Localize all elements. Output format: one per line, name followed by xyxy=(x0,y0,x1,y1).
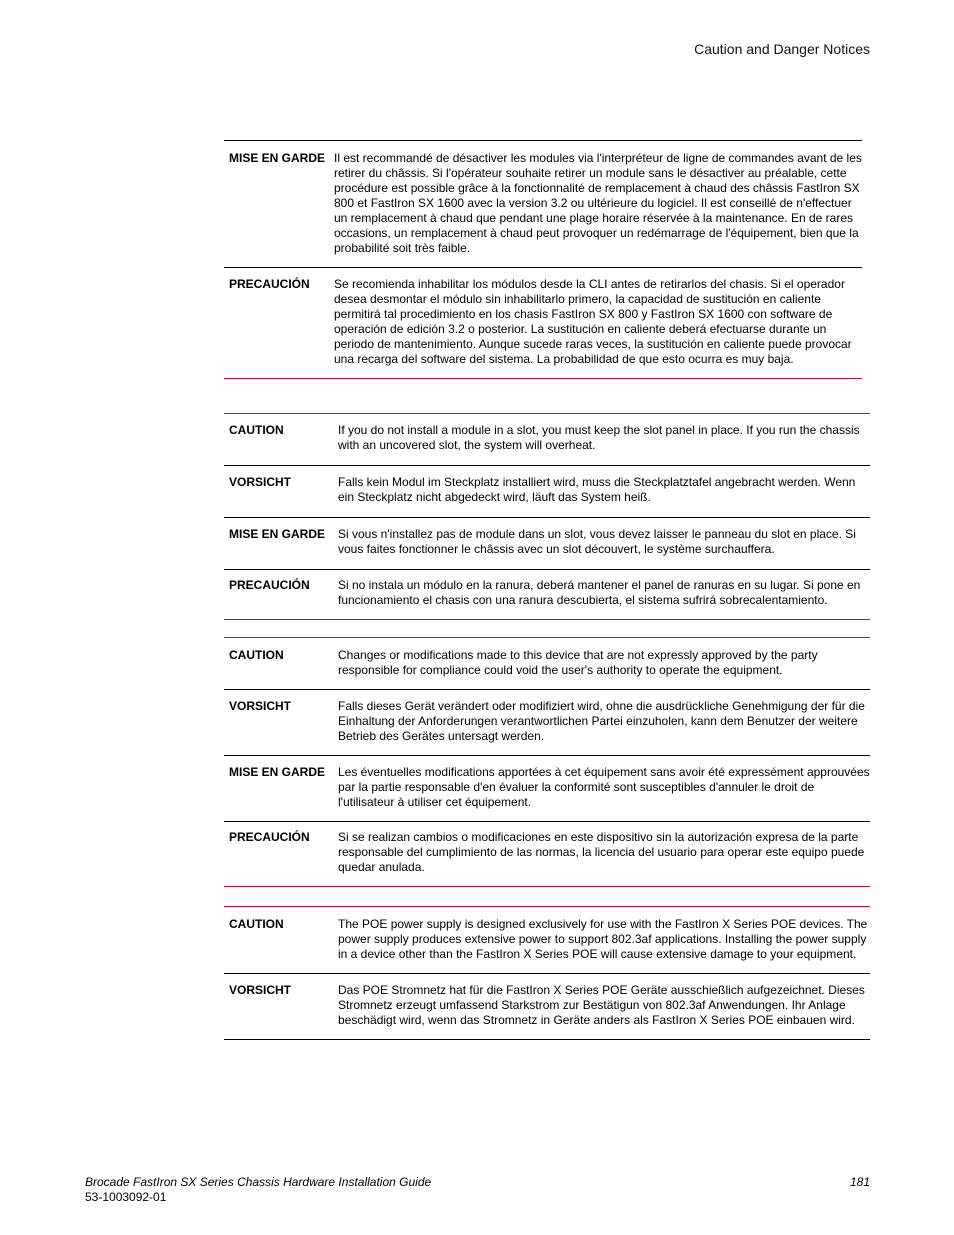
footer-doc-number: 53-1003092-01 xyxy=(85,1190,167,1204)
notice-label: CAUTION xyxy=(229,917,284,931)
page-footer xyxy=(85,1175,870,1205)
notice-row-vorsicht xyxy=(224,690,870,755)
notice-label: MISE EN GARDE xyxy=(229,151,326,165)
notice-text: Si vous n'installez pas de module dans un slot, vous devez laisser le panneau du slot en place. Si vous faites fonctionner le châssis avec un slot découvert, le système surchauffera. xyxy=(338,527,856,556)
footer-guide-title: Brocade FastIron SX Series Chassis Hardware Installation Guide xyxy=(85,1175,432,1189)
notice-label: PRECAUCIÓN xyxy=(229,830,310,844)
notice-row-precaucion xyxy=(224,570,870,619)
notice-modifications xyxy=(224,637,870,887)
notice-label: CAUTION xyxy=(229,648,284,662)
notice-row-precaucion xyxy=(224,822,870,886)
notice-label: VORSICHT xyxy=(229,983,292,997)
bottom-rule xyxy=(224,1039,870,1040)
notice-text: Les éventuelles modifications apportées à cet équipement sans avoir été expressément approuvées par la partie responsable d'en évaluer la conformité sont susceptibles d'annuler le droit de l'utilisateur à utiliser cet équipement. xyxy=(338,765,870,809)
notice-slot-panel xyxy=(224,413,870,620)
bottom-rule xyxy=(224,378,862,379)
notice-text: Changes or modifications made to this device that are not expressly approved by the party responsible for compliance could void the user's authority to operate the equipment. xyxy=(338,648,818,677)
notice-poe-power-supply xyxy=(224,906,870,1040)
notice-row-caution xyxy=(224,907,870,973)
notice-row-caution xyxy=(224,638,870,689)
notice-label: PRECAUCIÓN xyxy=(229,578,310,592)
notice-label: PRECAUCIÓN xyxy=(229,277,310,291)
notice-label: VORSICHT xyxy=(229,699,292,713)
notice-text: Il est recommandé de désactiver les modules via l'interpréteur de ligne de commandes avant de les retirer du châssis. Si l'opérateur souhaite retirer un module sans le désactiver au préalable, cette procédure est possible grâce à la fonctionnalité de remplacement à chaud des châssis FastIron SX 800 et FastIron SX 1600 avec la version 3.2 ou ultérieure du logiciel. Il est conseillé de n'effectuer un remplacement à chaud que pendant une plage horaire réservée à la maintenance. En de rares occasions, un remplacement à chaud peut provoquer un redémarrage de l'équipement, bien que la probabilité soit très faible. xyxy=(334,151,862,255)
page-header-title: Caution and Danger Notices xyxy=(694,41,870,57)
notice-text: Si se realizan cambios o modificaciones en este dispositivo sin la autorización expresa de la parte responsable del cumplimiento de las normas, la licencia del usuario para operar este equipo puede quedar anulada. xyxy=(338,830,865,874)
notice-text: Falls dieses Gerät verändert oder modifiziert wird, ohne die ausdrückliche Genehmigung der für die Einhaltung der Anforderungen verantwortlichen Partei einzuholen, kann dem Benutzer der weitere Betrieb des Gerätes untersagt werden. xyxy=(338,699,865,743)
notice-row-mise-en-garde xyxy=(224,518,870,569)
notice-label: VORSICHT xyxy=(229,475,292,489)
notice-row-precaucion xyxy=(224,268,862,378)
notice-label: MISE EN GARDE xyxy=(229,765,326,779)
notice-row-mise-en-garde xyxy=(224,141,862,267)
notice-text: Se recomienda inhabilitar los módulos desde la CLI antes de retirarlos del chasis. Si el operador desea desmontar el módulo sin inhabilitarlo primero, la capacidad de sustitución en caliente permitirá tal procedimiento en los chasis FastIron SX 800 y FastIron SX 1600 con software de operación de edición 3.2 o posterior. La sustitución en caliente deberá efectuarse durante un periodo de mantenimiento. Aunque sucede raras veces, la sustitución en caliente puede provocar una recarga del software del sistema. La probabilidad de que esto ocurra es muy baja. xyxy=(334,277,852,366)
bottom-rule xyxy=(224,619,870,620)
notice-label: CAUTION xyxy=(229,423,284,437)
notice-text: Das POE Stromnetz hat für die FastIron X Series POE Geräte ausschießlich aufgezeichnet. Dieses Stromnetz erzeugt umfassend Starkstrom zur Bestätigun von 802.3af Anwendungen. Ihr Anlage beschädigt wird, wenn das Stromnetz in Geräte anders als FastIron X Series POE einbauen wird. xyxy=(338,983,865,1027)
notice-text: If you do not install a module in a slot, you must keep the slot panel in place. If you run the chassis with an uncovered slot, the system will overheat. xyxy=(338,423,860,452)
notice-row-mise-en-garde xyxy=(224,756,870,821)
notice-row-caution xyxy=(224,414,870,465)
footer-page-number: 181 xyxy=(849,1175,870,1189)
notice-label: MISE EN GARDE xyxy=(229,527,326,541)
notice-text: Si no instala un módulo en la ranura, deberá mantener el panel de ranuras en su lugar. Si pone en funcionamiento el chasis con una ranura descubierta, el sistema sufrirá sobrecalentamiento. xyxy=(338,578,861,607)
notice-row-vorsicht xyxy=(224,974,870,1039)
bottom-rule xyxy=(224,886,870,887)
notice-hot-swap xyxy=(224,140,862,379)
notice-text: The POE power supply is designed exclusively for use with the FastIron X Series POE devices. The power supply produces extensive power to support 802.3af applications. Installing the power supply in a device other than the FastIron X Series POE will cause extensive damage to your equipment. xyxy=(338,917,868,961)
notice-row-vorsicht xyxy=(224,466,870,517)
notice-text: Falls kein Modul im Steckplatz installiert wird, muss die Steckplatztafel angebracht werden. Wenn ein Steckplatz nicht abgedeckt wird, läuft das System heiß. xyxy=(338,475,856,504)
